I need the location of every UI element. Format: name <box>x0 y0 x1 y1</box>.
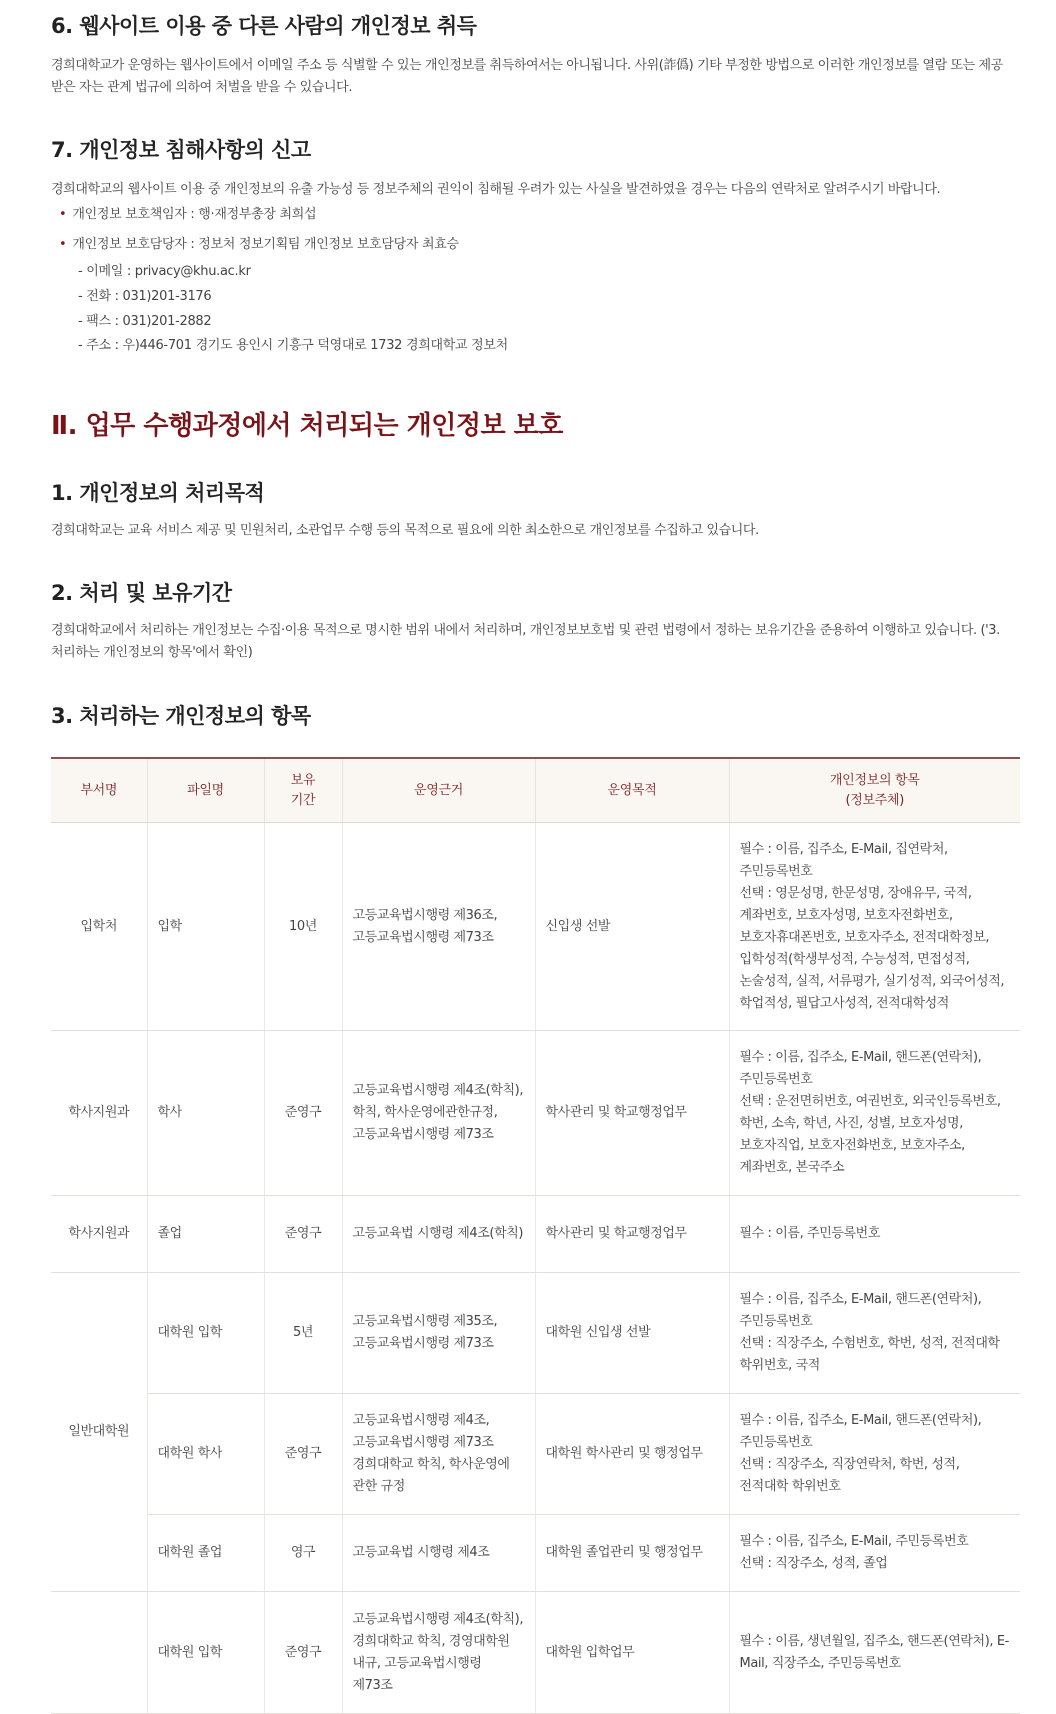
privacy-manager-item <box>59 236 459 254</box>
cell-dept <box>51 1592 147 1714</box>
table-row <box>51 1394 1020 1515</box>
purpose-title: 1. 개인정보의 처리목적 <box>51 481 265 505</box>
cell-file: 학사 <box>147 1031 264 1196</box>
retention-body: 경희대학교에서 처리하는 개인정보는 수집·이용 목적으로 명시한 범위 내에서 처리하며, 개인정보보호법 및 관련 법령에서 정하는 보유기간을 준용하여 이행하고 있습니다. ('3. 처리하는 개인정보의 항목'에서 확인) <box>51 623 1000 660</box>
cell-dept: 학사지원과 <box>51 1031 147 1196</box>
cell-period: 준영구 <box>264 1196 342 1273</box>
cell-period: 준영구 <box>264 1592 342 1714</box>
cell-file: 입학 <box>147 823 264 1031</box>
cell-period: 5년 <box>264 1273 342 1394</box>
cell-dept: 학사지원과 <box>51 1196 147 1273</box>
cell-purpose: 신입생 선발 <box>535 823 729 1031</box>
header-period: 보유 기간 <box>264 758 342 823</box>
cell-items: 필수 : 이름, 집주소, E-Mail, 핸드폰(연락처), 주민등록번호 선택 : 직장주소, 수험번호, 학번, 성적, 전적대학 학위번호, 국적 <box>729 1273 1020 1394</box>
table-row <box>51 1196 1020 1273</box>
header-basis: 운영근거 <box>342 758 535 823</box>
cell-period: 영구 <box>264 1515 342 1592</box>
contact-fax: - 팩스 : 031)201-2882 <box>78 314 212 329</box>
table-row <box>51 1031 1020 1196</box>
table-row <box>51 823 1020 1031</box>
cell-items: 필수 : 이름, 주민등록번호 <box>729 1196 1020 1273</box>
cell-purpose: 대학원 입학업무 <box>535 1592 729 1714</box>
header-dept: 부서명 <box>51 758 147 823</box>
cell-purpose: 대학원 졸업관리 및 행정업무 <box>535 1515 729 1592</box>
cell-items: 필수 : 이름, 집주소, E-Mail, 핸드폰(연락처), 주민등록번호 선택 : 운전면허번호, 여권번호, 외국인등록번호, 학번, 소속, 학년, 사진, 성별, 보호자성명, 보호자직업, 보호자전화번호, 보호자주소, 계좌번호, 본국주소 <box>729 1031 1020 1196</box>
table-header-row <box>51 758 1020 823</box>
part-2-roman: Ⅱ <box>51 411 68 441</box>
section-6-title: 6. 웹사이트 이용 중 다른 사람의 개인정보 취득 <box>51 14 477 38</box>
cell-basis: 고등교육법시행령 제4조(학칙), 학칙, 학사운영에관한규정, 고등교육법시행령 제73조 <box>342 1031 535 1196</box>
table-row <box>51 1592 1020 1714</box>
part-2-title: . 업무 수행과정에서 처리되는 개인정보 보호 <box>67 411 563 441</box>
purpose-body: 경희대학교는 교육 서비스 제공 및 민원처리, 소관업무 수행 등의 목적으로 필요에 의한 최소한으로 개인정보를 수집하고 있습니다. <box>51 523 759 538</box>
contact-email: - 이메일 : privacy@khu.ac.kr <box>78 264 251 279</box>
header-file: 파일명 <box>147 758 264 823</box>
cell-purpose: 학사관리 및 학교행정업무 <box>535 1196 729 1273</box>
section-7-title: 7. 개인정보 침해사항의 신고 <box>51 138 311 162</box>
cell-items: 필수 : 이름, 집주소, E-Mail, 핸드폰(연락처), 주민등록번호 선택 : 직장주소, 직장연락처, 학번, 성적, 전적대학 학위번호 <box>729 1394 1020 1515</box>
cell-file: 졸업 <box>147 1196 264 1273</box>
personal-info-table <box>51 757 1020 1714</box>
cell-items: 필수 : 이름, 생년월일, 집주소, 핸드폰(연락처), E-Mail, 직장주소, 주민등록번호 <box>729 1592 1020 1714</box>
cell-period: 준영구 <box>264 1031 342 1196</box>
table-row <box>51 1273 1020 1394</box>
cell-file: 대학원 입학 <box>147 1273 264 1394</box>
bullet-dot: • <box>59 237 67 252</box>
cell-purpose: 대학원 학사관리 및 행정업무 <box>535 1394 729 1515</box>
section-6-body: 경희대학교가 운영하는 웹사이트에서 이메일 주소 등 식별할 수 있는 개인정보를 취득하여서는 아니됩니다. 사위(詐僞) 기타 부정한 방법으로 이러한 개인정보를 열람 또는 제공받은 자는 관계 법규에 의하여 처벌을 받을 수 있습니다. <box>51 58 1003 95</box>
header-items: 개인정보의 항목 (정보주체) <box>729 758 1020 823</box>
cell-dept: 일반대학원 <box>51 1273 147 1592</box>
cell-basis: 고등교육법시행령 제4조(학칙), 경희대학교 학칙, 경영대학원 내규, 고등교육법시행령 제73조 <box>342 1592 535 1714</box>
privacy-officer-text: 개인정보 보호책임자 : 행·재정부총장 최희섭 <box>72 207 317 222</box>
cell-basis: 고등교육법 시행령 제4조(학칙) <box>342 1196 535 1273</box>
cell-basis: 고등교육법시행령 제36조, 고등교육법시행령 제73조 <box>342 823 535 1031</box>
cell-basis: 고등교육법 시행령 제4조 <box>342 1515 535 1592</box>
privacy-officer-item <box>59 206 316 224</box>
cell-purpose: 대학원 신입생 선발 <box>535 1273 729 1394</box>
section-7-body: 경희대학교의 웹사이트 이용 중 개인정보의 유출 가능성 등 정보주체의 권익이 침해될 우려가 있는 사실을 발견하였을 경우는 다음의 연락처로 알려주시기 바랍니다. <box>51 182 941 197</box>
part-2-heading <box>51 405 563 442</box>
bullet-dot: • <box>59 207 67 222</box>
contact-phone: - 전화 : 031)201-3176 <box>78 289 212 304</box>
cell-items: 필수 : 이름, 집주소, E-Mail, 주민등록번호 선택 : 직장주소, 성적, 졸업 <box>729 1515 1020 1592</box>
privacy-manager-text: 개인정보 보호담당자 : 정보처 정보기획팀 개인정보 보호담당자 최효승 <box>72 237 459 252</box>
cell-dept: 입학처 <box>51 823 147 1031</box>
cell-basis: 고등교육법시행령 제35조, 고등교육법시행령 제73조 <box>342 1273 535 1394</box>
contact-address: - 주소 : 우)446-701 경기도 용인시 기흥구 덕영대로 1732 경희대학교 정보처 <box>78 338 508 353</box>
cell-period: 준영구 <box>264 1394 342 1515</box>
table-row <box>51 1515 1020 1592</box>
cell-file: 대학원 입학 <box>147 1592 264 1714</box>
cell-purpose: 학사관리 및 학교행정업무 <box>535 1031 729 1196</box>
header-purpose: 운영목적 <box>535 758 729 823</box>
cell-period: 10년 <box>264 823 342 1031</box>
cell-file: 대학원 졸업 <box>147 1515 264 1592</box>
cell-basis: 고등교육법시행령 제4조, 고등교육법시행령 제73조 경희대학교 학칙, 학사운영에 관한 규정 <box>342 1394 535 1515</box>
cell-file: 대학원 학사 <box>147 1394 264 1515</box>
items-title: 3. 처리하는 개인정보의 항목 <box>51 704 311 728</box>
cell-items: 필수 : 이름, 집주소, E-Mail, 집연락처, 주민등록번호 선택 : 영문성명, 한문성명, 장애유무, 국적, 계좌번호, 보호자성명, 보호자전화번호, 보호자휴대폰번호, 보호자주소, 전적대학정보, 입학성적(학생부성적, 수능성적, 면접성적, 논술성적, 실적, 서류평가, 실기성적, 외국어성적, 학업적성, 필답고사성적, 전적대학성적 <box>729 823 1020 1031</box>
retention-title: 2. 처리 및 보유기간 <box>51 581 232 605</box>
